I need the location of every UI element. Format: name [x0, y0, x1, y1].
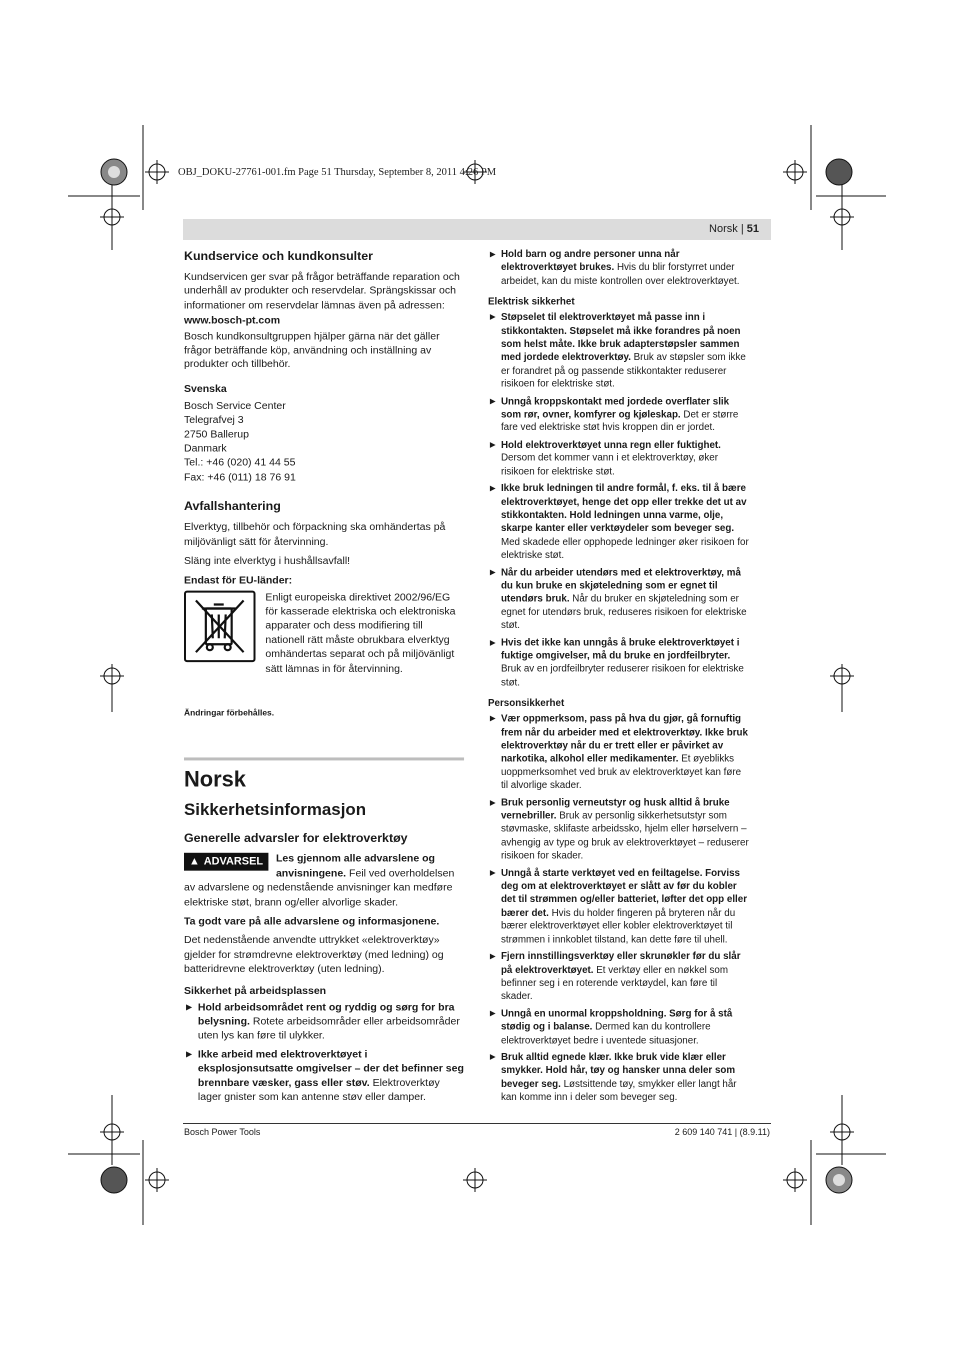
- page-header: [183, 219, 771, 240]
- list-item: ▶ Hold arbeidsområdet rent og ryddig og sørg for bra belysning. Rotete arbeidsområder eller arbeidsområder uten lys kan føre til ulykker.: [184, 1000, 464, 1043]
- avfall-warning: Släng inte elverktyg i hushållsavfall!: [184, 554, 351, 567]
- address-line: Danmark: [184, 442, 227, 455]
- advarsel-badge: ▲ ADVARSEL: [184, 853, 268, 871]
- list-item: ▶ Bruk personlig verneutstyr og husk alltid å bruke vernebriller. Bruk av personlig sikkerhetsutstyr som støvmaske, sklifaste arbeidssko, hjelm eller hørselvern – avhengig av type og bruk av elektroverktøyet – reduserer risikoen for skader.: [488, 796, 749, 863]
- phone-line: Tel.: +46 (020) 41 44 55: [184, 457, 296, 469]
- changes-note: Ändringar förbehålles.: [184, 707, 275, 718]
- list-item: ▶ Vær oppmerksom, pass på hva du gjør, gå fornuftig frem når du arbeider med et elektroverktøy. Ikke bruk elektroverktøy når du er trett eller er påvirket av narkotika, alkohol eller medikamenter. Et øyeblikks uoppmerksomhet ved bruk av elektroverktøyet kan føre til alvorlige skader.: [488, 712, 749, 792]
- kundkonsult-text: Bosch kundkonsultgruppen hjälper gärna när det gäller frågor beträffande köp, användning och inställning av produkter och tillbehör.: [184, 330, 440, 371]
- section-divider: [184, 758, 464, 761]
- keep-instructions: Ta godt vare på alle advarslene og informasjonene.: [184, 915, 440, 928]
- header-page-label: Norsk | 51: [709, 223, 759, 235]
- fax-line: Fax: +46 (011) 18 76 91: [184, 471, 296, 484]
- footer-doc-number: 2 609 140 741 | (8.9.11): [674, 1127, 770, 1137]
- address-line: Telegrafvej 3: [184, 414, 244, 427]
- list-item: ▶ Unngå å starte verktøyet ved en feiltagelse. Forviss deg om at elektroverktøyet er slått av før du kobler det til strømmen og/eller batteriet, løfter det opp eller bærer det. Hvis du holder fingeren på bryteren når du bærer elektroverktøyet eller kobler elektroverktøyet til strømmen i innkoblet tilstand, kan dette føre til uhell.: [488, 866, 749, 946]
- list-item: ▶ Hold elektroverktøyet unna regn eller fuktighet. Dersom det kommer vann i et elektroverktøy, øker risikoen for elektriske støt.: [488, 438, 749, 478]
- address-line: 2750 Ballerup: [184, 428, 249, 441]
- kundservice-heading: Kundservice och kundkonsulter: [184, 248, 374, 263]
- warning-paragraph: ▲ ADVARSEL Les gjennom alle advarslene og anvisningene. Feil ved overholdelsen av advarslene og nedenstående anvisninger kan medføre elektriske støt, brann og/eller alvorlige skader.: [184, 853, 455, 908]
- list-item: ▶ Støpselet til elektroverktøyet må passe inn i stikkontakten. Støpselet må ikke forandres på noen som helst måte. Ikke bruk adapterstøpsler sammen med jordede elektroverktøy. Bruk av støpsler som ikke er forandret på og passende stikkontakter reduserer risikoen for elektriske støt.: [488, 311, 749, 391]
- list-item: ▶ Når du arbeider utendørs med et elektroverktøy, må du kun bruke en skjøteledning som er egnet til utendørs bruk. Når du bruker en skjøteledning som er egnet for utendørs bruk, reduseres risikoen for elektriske støt.: [488, 566, 749, 633]
- avfall-text: Elverktyg, tillbehör och förpackning ska omhändertas på miljövänligt sätt för återvinning.: [184, 521, 446, 548]
- children-list: [488, 248, 749, 288]
- list-item: ▶ Ikke arbeid med elektroverktøyet i eksplosjonsutsatte omgivelser – der det befinner seg brennbare væsker, gass eller støv. Elektroverktøy lager gnister som kan antenne støv eller damper.: [184, 1047, 464, 1104]
- svenska-heading: Svenska: [184, 382, 227, 395]
- list-item: ▶ Unngå kroppskontakt med jordede overflater slik som rør, ovner, komfyrer og kjøleskap. Det er større fare ved elektriske støt hvis kroppen din er jordet.: [488, 395, 749, 435]
- weee-directive-text: Enligt europeiska direktivet 2002/96/EG för kasserade elektriska och elektroniska apparater och dess modifiering till nationell rätt måste obrukbara elverktyg omhändertas separat och på miljövänligt sätt lämnas in för återvinning.: [265, 591, 456, 675]
- right-column: [488, 248, 749, 1110]
- kundservice-text: Kundservicen ger svar på frågor beträffande reparation och underhåll av produkter och reservdelar. Sprängskissar och informationer om reservdelar lämnas även på adressen:: [184, 270, 460, 312]
- file-slug: OBJ_DOKU-27761-001.fm Page 51 Thursday, September 8, 2011 4:26 PM: [178, 167, 497, 178]
- list-item: ▶ Fjern innstillingsverktøy eller skrunøkler før du slår på elektroverktøyet. Et verktøy eller en nøkkel som befinner seg i en roterende verktøydel, kan føre til skader.: [488, 950, 749, 1003]
- weee-block: [184, 590, 464, 676]
- footer-rule: [183, 1123, 771, 1124]
- list-item: ▶ Bruk alltid egnede klær. Ikke bruk vide klær eller smykker. Hold hår, tøy og hansker unna deler som beveger seg. Løstsittende tøy, smykker eller langt hår kan komme inn i deler som beveger seg.: [488, 1051, 749, 1104]
- crossed-bin-icon: [184, 590, 256, 662]
- bosch-url-link[interactable]: www.bosch-pt.com: [184, 314, 281, 327]
- personal-safety-heading: Personsikkerhet: [488, 697, 565, 709]
- safety-section-title: Sikkerhetsinformasjon: [184, 800, 367, 820]
- list-item: ▶ Hold barn og andre personer unna når elektroverktøyet brukes. Hvis du blir forstyrret under arbeidet, kan du miste kontrollen over elektroverktøyet.: [488, 248, 749, 288]
- footer-brand: Bosch Power Tools: [184, 1127, 261, 1137]
- workplace-heading: Sikkerhet på arbeidsplassen: [184, 984, 327, 997]
- general-warnings-heading: Generelle advarsler for elektroverktøy: [184, 831, 408, 846]
- workplace-list: [184, 1000, 464, 1104]
- list-item: ▶ Ikke bruk ledningen til andre formål, f. eks. til å bære elektroverktøyet, henge det opp eller trekke det ut av stikkontakten. Hold ledningen unna varme, olje, skarpe kanter eller verktøydeler som beveger seg. Med skadede eller opphopede ledninger øker risikoen for elektriske støt.: [488, 482, 749, 562]
- term-definition: Det nedenstående anvendte uttrykket «elektroverktøy» gjelder for strømdrevne elektroverktøy (med ledning) og batteridrevne elektroverktøy (uten ledning).: [184, 934, 444, 976]
- language-title: Norsk: [184, 766, 246, 792]
- list-item: ▶ Hvis det ikke kan unngås å bruke elektroverktøyet i fuktige omgivelser, må du bruke en jordfeilbryter. Bruk av en jordfeilbryter reduserer risikoen for elektriske støt.: [488, 636, 749, 689]
- left-column: [184, 248, 464, 1110]
- personal-safety-list: [488, 712, 749, 1104]
- electrical-list: [488, 311, 749, 689]
- electrical-heading: Elektrisk sikkerhet: [488, 296, 575, 308]
- address-line: Bosch Service Center: [184, 399, 286, 412]
- list-item: ▶ Unngå en unormal kroppsholdning. Sørg for å stå stødig og i balanse. Dermed kan du kontrollere elektroverktøyet bedre i uventede situasjoner.: [488, 1007, 749, 1047]
- warning-triangle-icon: ▲: [188, 856, 200, 869]
- address-block: [184, 399, 464, 485]
- avfall-heading: Avfallshantering: [184, 499, 281, 514]
- eu-heading: Endast för EU-länder:: [184, 574, 293, 587]
